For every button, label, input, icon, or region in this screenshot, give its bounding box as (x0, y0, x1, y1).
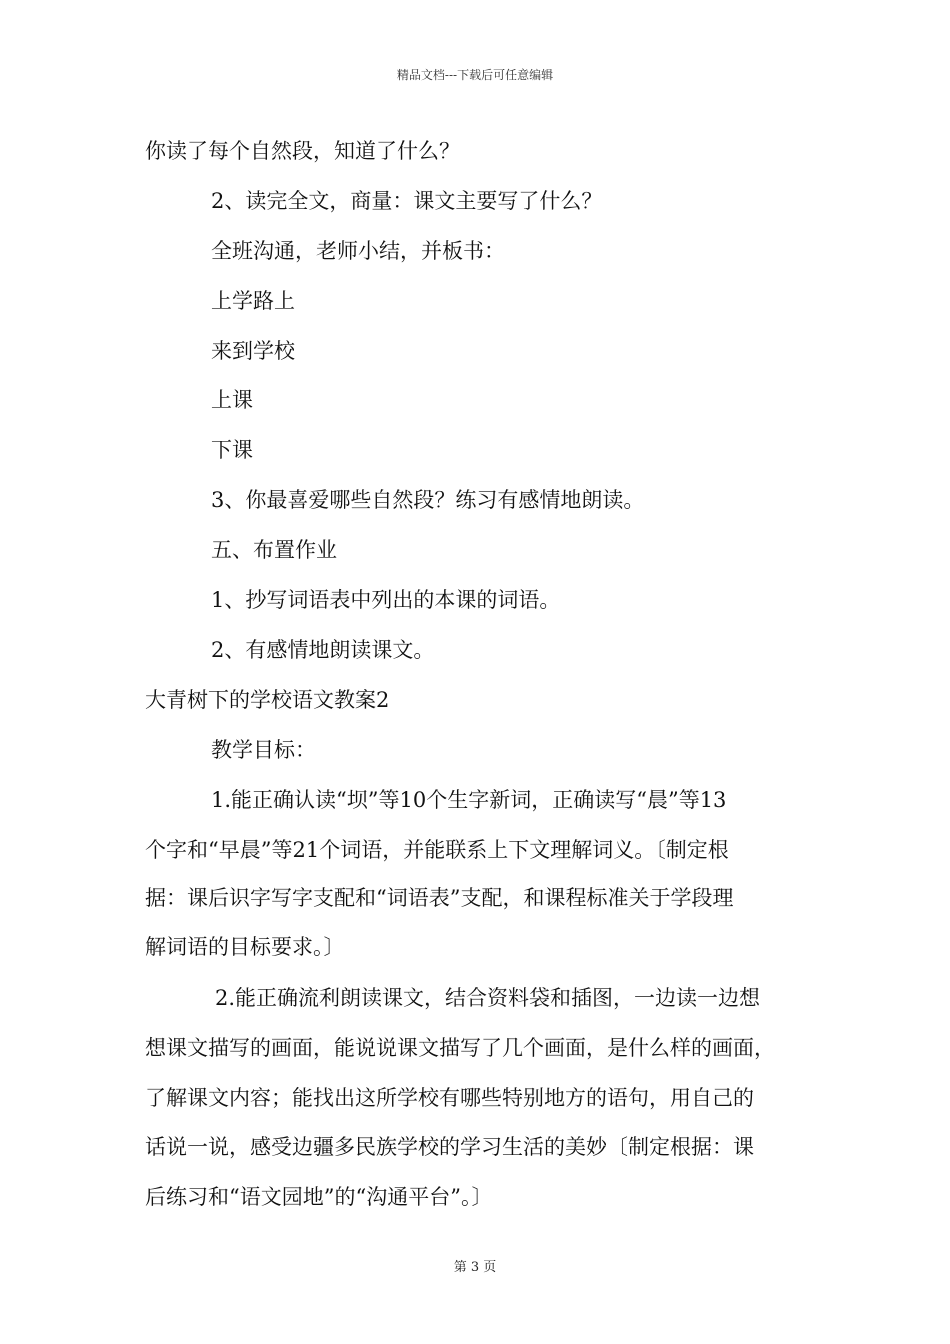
text-line: 个字和“早晨”等21个词语，并能联系上下文理解词义。〔制定根 (145, 838, 729, 862)
text-line: 2、有感情地朗读课文。 (211, 638, 435, 662)
text-line: 五、布置作业 (211, 538, 337, 562)
text-line: 3、你最喜爱哪些自然段？练习有感情地朗读。 (211, 488, 645, 512)
text-line: 下课 (211, 438, 253, 462)
text-line: 后练习和“语文园地”的“沟通平台”。〕 (145, 1185, 493, 1209)
text-line: 上学路上 (211, 289, 295, 313)
text-line: 1.能正确认读“坝”等10个生字新词，正确读写“晨”等13 (211, 788, 727, 812)
page-header: 精品文档---下载后可任意编辑 (396, 68, 554, 82)
text-line: 上课 (211, 388, 253, 412)
text-line: 1、抄写词语表中列出的本课的词语。 (211, 588, 561, 612)
text-line: 想课文描写的画面，能说说课文描写了几个画面，是什么样的画面， (145, 1036, 775, 1060)
text-line: 2.能正确流利朗读课文，结合资料袋和插图，一边读一边想 (215, 986, 761, 1010)
text-line: 全班沟通，老师小结，并板书： (211, 239, 505, 263)
text-line: 来到学校 (211, 339, 295, 363)
text-line: 你读了每个自然段，知道了什么？ (145, 139, 460, 163)
text-line: 话说一说，感受边疆多民族学校的学习生活的美妙〔制定根据：课 (145, 1135, 754, 1159)
text-line: 2、读完全文，商量：课文主要写了什么？ (211, 189, 603, 213)
section-title: 大青树下的学校语文教案2 (145, 688, 390, 712)
text-line: 了解课文内容；能找出这所学校有哪些特别地方的语句，用自己的 (145, 1086, 754, 1110)
text-line: 教学目标： (211, 738, 316, 762)
page-number: 第 3 页 (453, 1260, 497, 1275)
text-line: 据：课后识字写字支配和“词语表”支配，和课程标准关于学段理 (145, 886, 734, 910)
text-line: 解词语的目标要求。〕 (145, 935, 345, 959)
